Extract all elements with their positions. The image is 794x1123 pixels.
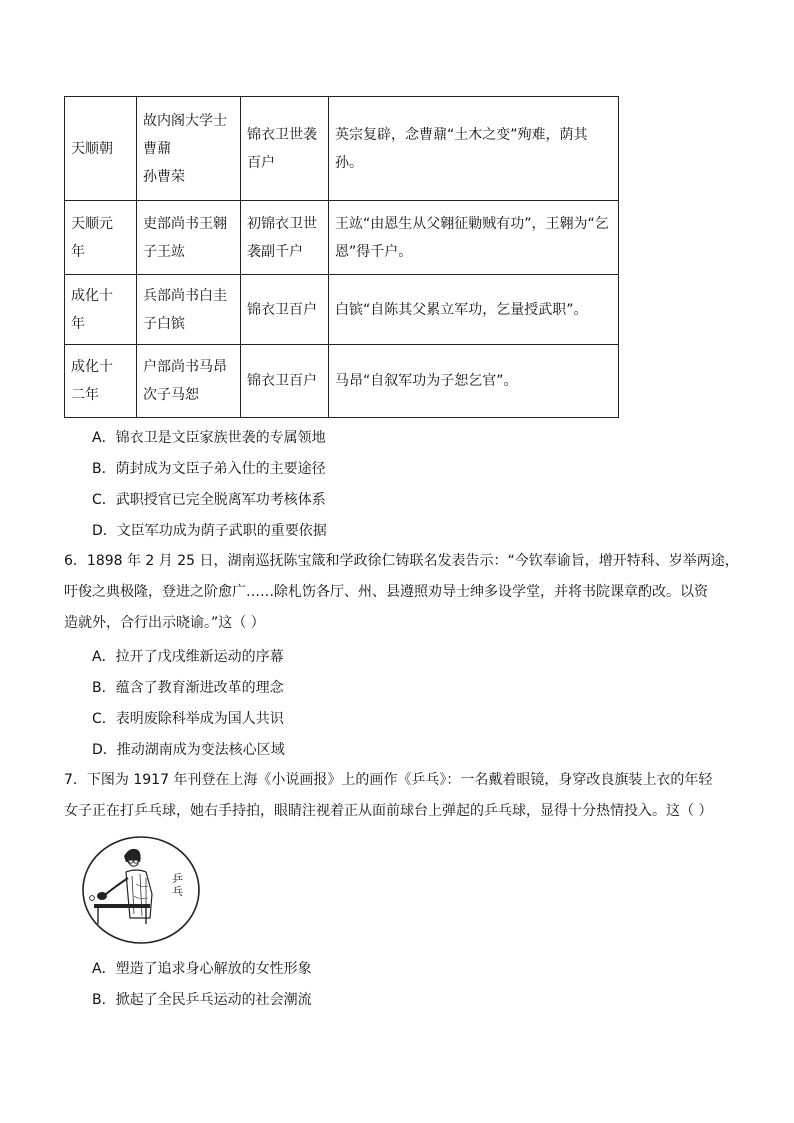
- q6-stem-line: 6．1898 年 2 月 25 日，湖南巡抚陈宝箴和学政徐仁铸联名发表告示：“今钦奉谕旨，增开特科、岁举两途，: [64, 553, 739, 569]
- q7-stem-line: 7．下图为 1917 年刊登在上海《小说画报》上的画作《乒乓》：一名戴着眼镜，身穿改良旗装上衣的年轻: [64, 772, 713, 788]
- table-cell-post: 锦衣卫百户: [241, 275, 329, 345]
- q6-stem-line: 造就外，合行出示晓谕。”这（ ）: [64, 615, 265, 631]
- table-cell-official: 户部尚书马昂 次子马恕: [137, 345, 241, 418]
- q7-stem: [64, 765, 728, 827]
- table-cell-period: 成化十 二年: [65, 345, 137, 418]
- table-cell-official: 吏部尚书王翱 子王竑: [137, 201, 241, 275]
- table-cell-reason: 马昂“自叙军功为子恕乞官”。: [329, 345, 619, 418]
- q6-stem-line: 吁俊之典极隆，登进之阶愈广……除札饬各厅、州、县遵照劝导士绅多设学堂，并将书院课章酌改。以资: [64, 584, 708, 600]
- history-table: [64, 96, 619, 418]
- table-cell-official: 故内阁大学士 曹鼐 孙曹荣: [137, 97, 241, 201]
- table-cell-period: 天顺朝: [65, 97, 137, 201]
- q6-option-b[interactable]: B．蕴含了教育渐进改革的理念: [92, 680, 284, 696]
- table-cell-reason: 白镔“自陈其父累立军功，乞量授武职”。: [329, 275, 619, 345]
- table-row: [65, 201, 619, 275]
- q5-option-b[interactable]: B．荫封成为文臣子弟入仕的主要途径: [92, 461, 326, 477]
- q6-stem: [64, 546, 739, 639]
- table-cell-reason: 英宗复辟，念曹鼐“土木之变”殉难，荫其孙。: [329, 97, 619, 201]
- table-cell-post: 锦衣卫百户: [241, 345, 329, 418]
- table-row: [65, 275, 619, 345]
- table-cell-post: 锦衣卫世袭 百户: [241, 97, 329, 201]
- table-cell-period: 成化十 年: [65, 275, 137, 345]
- q7-stem-line: 女子正在打乒乓球，她右手持拍，眼睛注视着正从面前球台上弹起的乒乓球，显得十分热情投入。这（ ）: [64, 803, 713, 819]
- q5-option-a[interactable]: A．锦衣卫是文臣家族世袭的专属领地: [92, 430, 326, 446]
- table-row: [65, 97, 619, 201]
- q5-option-d[interactable]: D．文臣军功成为荫子武职的重要依据: [92, 523, 327, 539]
- table-cell-period: 天顺元 年: [65, 201, 137, 275]
- q6-option-c[interactable]: C．表明废除科举成为国人共识: [92, 711, 284, 727]
- table-cell-official: 兵部尚书白圭 子白镔: [137, 275, 241, 345]
- illustration-caption: 乒乓: [172, 872, 183, 898]
- q5-option-c[interactable]: C．武职授官已完全脱离军功考核体系: [92, 492, 326, 508]
- q6-option-d[interactable]: D．推动湖南成为变法核心区域: [92, 742, 285, 758]
- table-cell-reason: 王竑“由恩生从父翱征勦贼有功”，王翱为“乞 恩”得千户。: [329, 201, 619, 275]
- table-cell-post: 初锦衣卫世 袭副千户: [241, 201, 329, 275]
- q7-option-b[interactable]: B．掀起了全民乒乓运动的社会潮流: [92, 992, 312, 1008]
- table-row: [65, 345, 619, 418]
- q6-option-a[interactable]: A．拉开了戊戌维新运动的序幕: [92, 649, 284, 665]
- q7-option-a[interactable]: A．塑造了追求身心解放的女性形象: [92, 961, 312, 977]
